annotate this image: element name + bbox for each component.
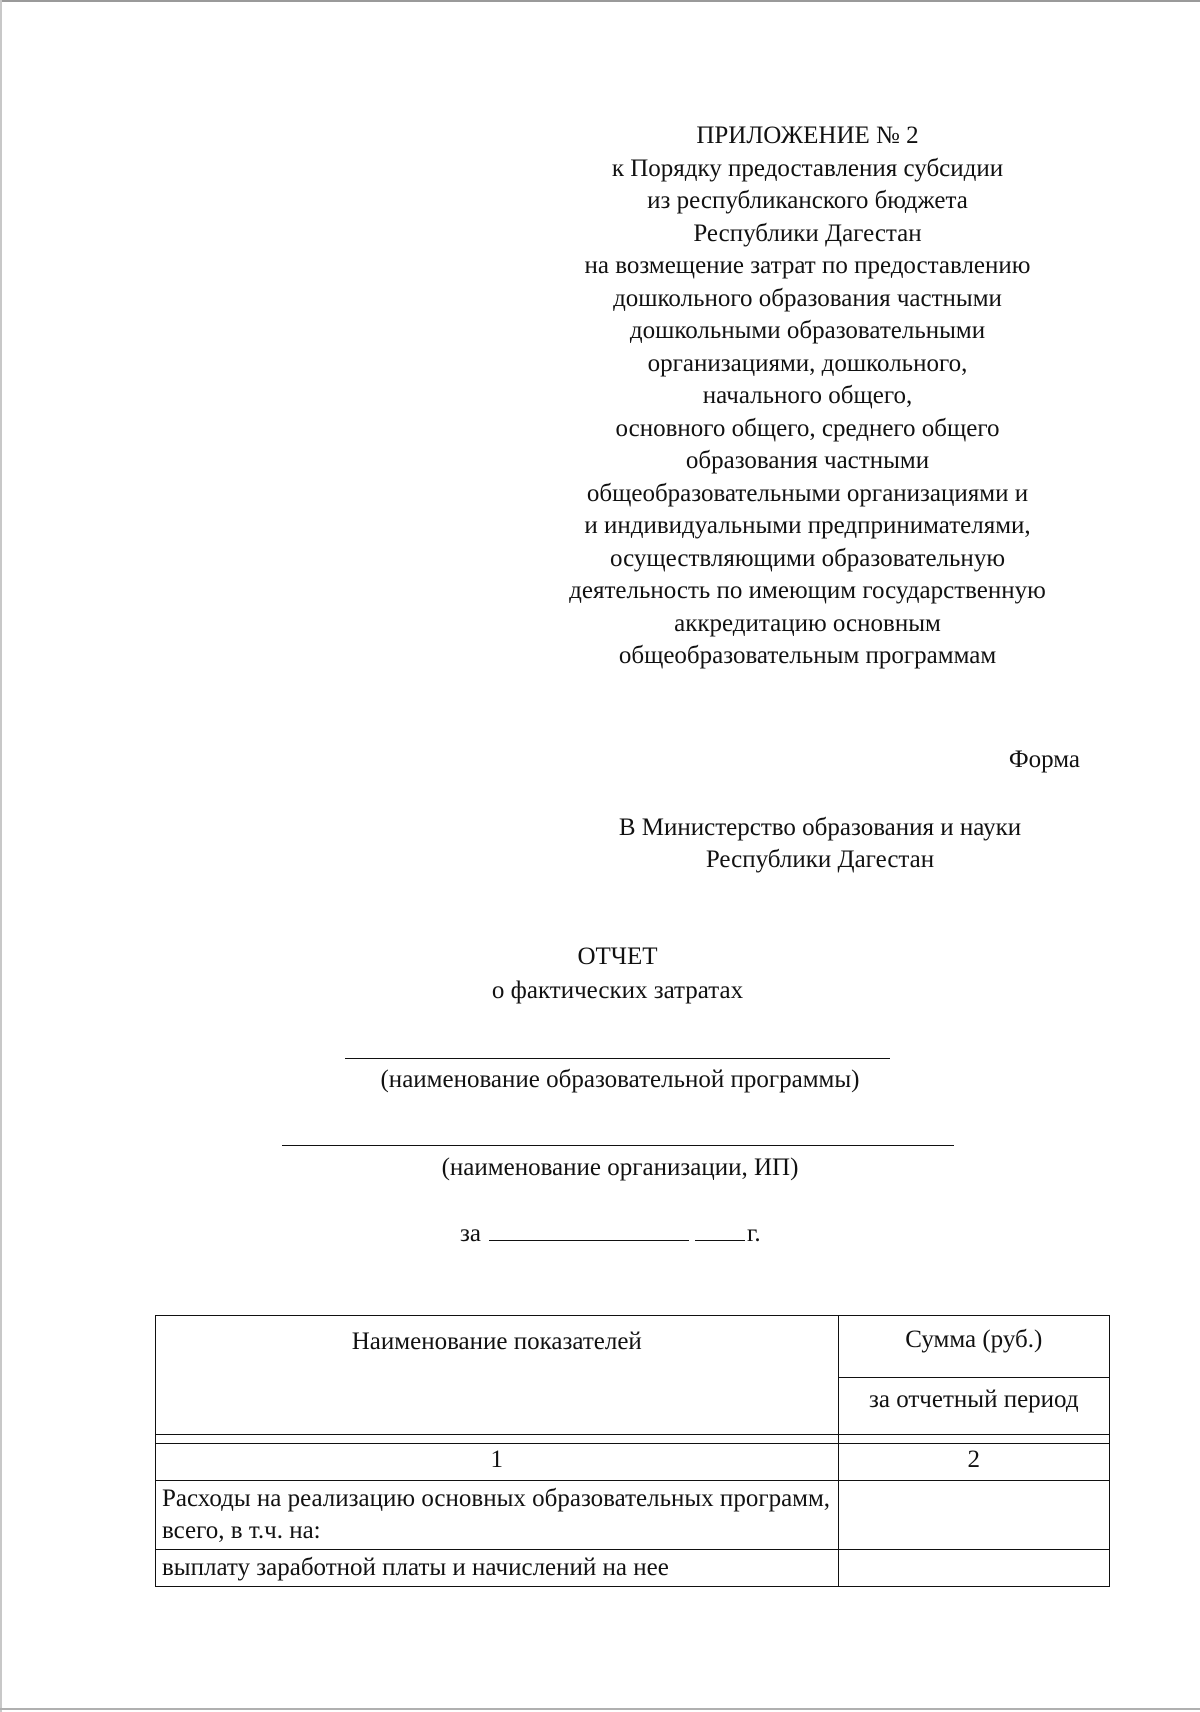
recipient-line: В Министерство образования и науки: [618, 814, 1022, 841]
appendix-line: дошкольными образовательными: [629, 317, 986, 344]
recipient-block: [560, 812, 1080, 876]
row-value[interactable]: [838, 1550, 1109, 1587]
appendix-line: дошкольного образования частными: [613, 284, 1002, 312]
report-period: [460, 1220, 761, 1248]
appendix-line: к Порядку предоставления субсидии: [611, 154, 1004, 182]
table-separator: [156, 1435, 1110, 1444]
recipient-line: Республики Дагестан: [705, 846, 935, 873]
organization-name-caption: (наименование организации, ИП): [441, 1154, 799, 1181]
appendix-line: деятельность по имеющим государственную: [569, 577, 1046, 604]
period-field[interactable]: [489, 1220, 689, 1241]
appendix-line: организациями, дошкольного,: [647, 349, 968, 377]
appendix-line: общеобразовательным программам: [618, 642, 997, 669]
header-indicator-name: Наименование показателей: [156, 1316, 839, 1435]
scan-edge-bottom: [0, 1708, 1200, 1710]
appendix-line: начального общего,: [702, 382, 913, 409]
appendix-line: Республики Дагестан: [693, 219, 922, 247]
column-number: 2: [838, 1444, 1109, 1481]
table-header-row: [156, 1316, 1110, 1378]
row-name: Расходы на реализацию основных образовательных программ, всего, в т.ч. на:: [156, 1481, 839, 1550]
table-row: [156, 1550, 1110, 1587]
appendix-line: осуществляющими образовательную: [609, 544, 1005, 572]
appendix-line: основного общего, среднего общего: [615, 414, 1000, 442]
appendix-line: образования частными: [685, 447, 930, 474]
appendix-line: и индивидуальными предпринимателями,: [584, 512, 1031, 539]
program-name-field[interactable]: [345, 1058, 890, 1059]
appendix-line: общеобразовательными организациями и: [586, 479, 1029, 507]
period-prefix: за: [460, 1220, 481, 1247]
row-value[interactable]: [838, 1481, 1109, 1550]
table-row-numbers: [156, 1444, 1110, 1481]
report-table: [155, 1315, 1110, 1587]
column-number: 1: [156, 1444, 839, 1481]
report-heading: [370, 940, 865, 1008]
period-year-field[interactable]: [695, 1220, 745, 1241]
appendix-line: из республиканского бюджета: [647, 187, 968, 214]
scan-edge-left: [0, 0, 2, 1712]
organization-name-field[interactable]: [282, 1145, 954, 1146]
appendix-title: ПРИЛОЖЕНИЕ № 2: [696, 122, 919, 149]
program-name-caption: (наименование образовательной программы): [380, 1066, 860, 1093]
header-sum: Сумма (руб.): [838, 1316, 1109, 1378]
header-sum-period: за отчетный период: [838, 1377, 1109, 1434]
row-name: выплату заработной платы и начислений на нее: [156, 1550, 839, 1587]
table-row: [156, 1481, 1110, 1550]
appendix-line: на возмещение затрат по предоставлению: [584, 252, 1031, 279]
report-title: ОТЧЕТ: [577, 943, 658, 970]
appendix-line: аккредитацию основным: [674, 609, 941, 637]
period-suffix: г.: [746, 1220, 761, 1247]
form-label: Форма: [1008, 746, 1080, 773]
report-subtitle: о фактических затратах: [491, 977, 744, 1004]
appendix-block: [500, 120, 1115, 673]
scan-edge-top: [0, 0, 1200, 2]
